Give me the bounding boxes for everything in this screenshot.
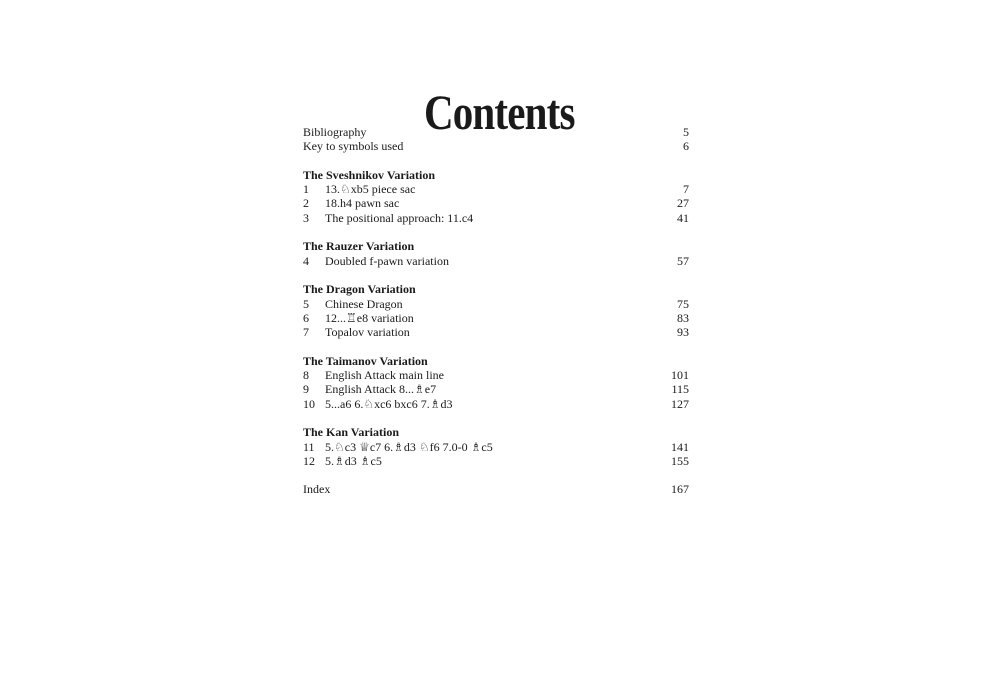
chapter-page: 75: [677, 296, 689, 311]
spacer: [303, 225, 689, 239]
chapter-page: 141: [671, 439, 689, 454]
chapter-number: 9: [303, 382, 309, 397]
toc-chapter-entry[interactable]: [303, 325, 689, 339]
chapter-title: English Attack 8...♗e7: [325, 382, 437, 397]
chapter-title: Chinese Dragon: [325, 296, 403, 311]
toc-entry-key-to-symbols[interactable]: [303, 139, 689, 153]
chapter-title: 13.♘xb5 piece sac: [325, 182, 416, 197]
toc-entry-label: Key to symbols used: [303, 139, 404, 154]
chapter-number: 11: [303, 439, 315, 454]
chapter-title: English Attack main line: [325, 368, 444, 383]
chapter-number: 6: [303, 310, 309, 325]
chapter-number: 2: [303, 196, 309, 211]
chapter-title: Doubled f-pawn variation: [325, 253, 449, 268]
chapter-page: 7: [683, 182, 689, 197]
toc-chapter-entry[interactable]: [303, 211, 689, 225]
toc-chapter-entry[interactable]: [303, 397, 689, 411]
toc-chapter-entry[interactable]: [303, 182, 689, 196]
toc-entry-page: 167: [671, 482, 689, 497]
toc-entry-page: 6: [683, 139, 689, 154]
toc-chapter-entry[interactable]: [303, 311, 689, 325]
chapter-number: 8: [303, 368, 309, 383]
chapter-page: 41: [677, 210, 689, 225]
toc-chapter-entry[interactable]: [303, 454, 689, 468]
spacer: [303, 268, 689, 282]
chapter-page: 155: [671, 453, 689, 468]
section-heading: The Dragon Variation: [303, 282, 416, 297]
spacer: [303, 154, 689, 168]
chapter-number: 1: [303, 182, 309, 197]
section-heading: The Sveshnikov Variation: [303, 167, 436, 182]
toc-chapter-entry[interactable]: [303, 440, 689, 454]
chapter-number: 3: [303, 210, 309, 225]
chapter-number: 5: [303, 296, 309, 311]
chapter-page: 57: [677, 253, 689, 268]
chapter-page: 115: [671, 382, 689, 397]
toc-entry-label: Index: [303, 482, 331, 497]
chapter-title: 12...♖e8 variation: [325, 310, 414, 325]
chapter-page: 127: [671, 396, 689, 411]
toc-entry-page: 5: [683, 125, 689, 139]
toc-chapter-entry[interactable]: [303, 368, 689, 382]
toc-entry-index[interactable]: [303, 482, 689, 496]
chapter-page: 101: [671, 368, 689, 383]
chapter-number: 12: [303, 453, 315, 468]
page-title: Contents: [423, 83, 575, 140]
chapter-title: Topalov variation: [325, 325, 410, 340]
section-heading: The Taimanov Variation: [303, 353, 428, 368]
section-heading: The Kan Variation: [303, 425, 400, 440]
toc-entry-label: Bibliography: [303, 125, 367, 139]
chapter-number: 4: [303, 253, 309, 268]
chapter-number: 7: [303, 325, 309, 340]
chapter-page: 83: [677, 310, 689, 325]
toc-chapter-entry[interactable]: [303, 297, 689, 311]
toc-entry-bibliography[interactable]: [303, 125, 689, 139]
chapter-number: 10: [303, 396, 315, 411]
chapter-title: 5...a6 6.♘xc6 bxc6 7.♗d3: [325, 396, 453, 411]
spacer: [303, 468, 689, 482]
spacer: [303, 339, 689, 353]
toc-chapter-entry[interactable]: [303, 196, 689, 210]
chapter-page: 27: [677, 196, 689, 211]
toc-chapter-entry[interactable]: [303, 382, 689, 396]
chapter-page: 93: [677, 325, 689, 340]
chapter-title: 5.♘c3 ♕c7 6.♗d3 ♘f6 7.0-0 ♗c5: [325, 439, 493, 454]
toc-chapter-entry[interactable]: [303, 254, 689, 268]
section-heading: The Rauzer Variation: [303, 239, 415, 254]
table-of-contents: [303, 125, 689, 497]
chapter-title: 5.♗d3 ♗c5: [325, 453, 382, 468]
spacer: [303, 411, 689, 425]
chapter-title: The positional approach: 11.c4: [325, 210, 474, 225]
chapter-title: 18.h4 pawn sac: [325, 196, 400, 211]
